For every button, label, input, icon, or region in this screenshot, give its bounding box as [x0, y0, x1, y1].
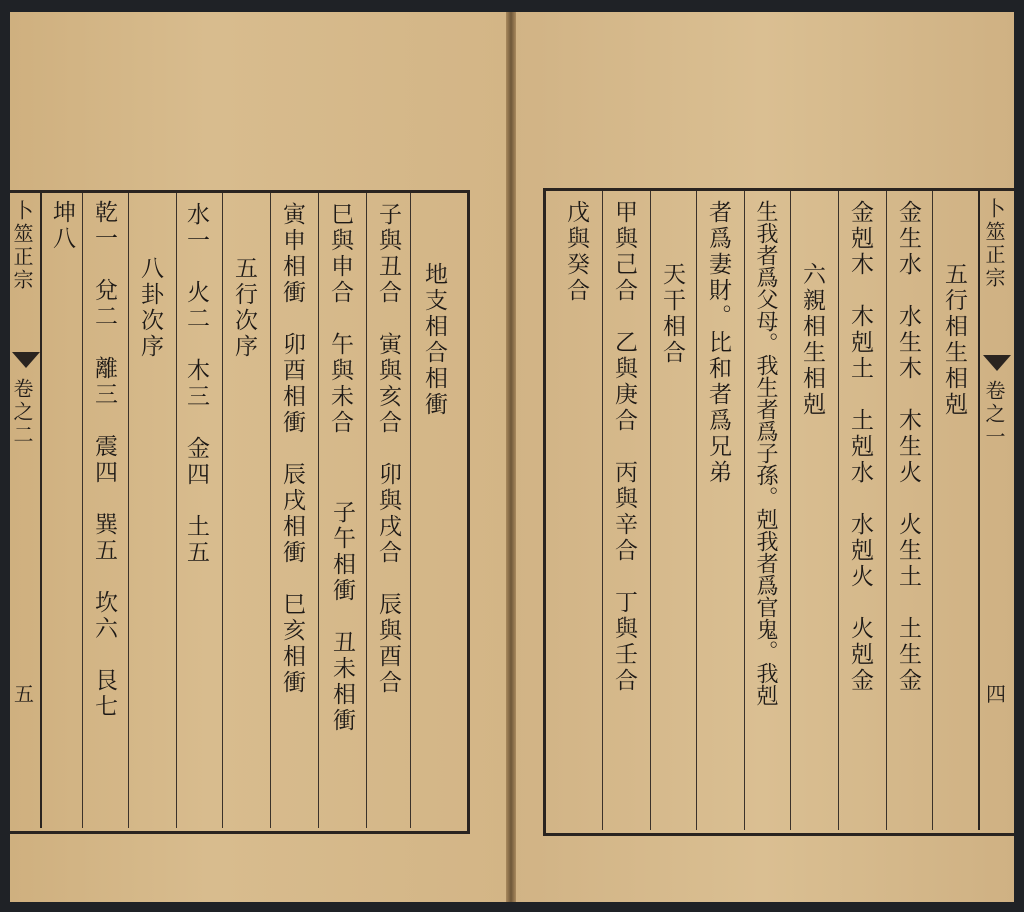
right-column-7: 天干相合	[659, 262, 685, 366]
left-page-number: 五	[14, 682, 34, 706]
column-rule	[82, 193, 83, 828]
column-rule	[176, 193, 177, 828]
right-column-4: 六親相生相剋	[799, 262, 825, 418]
left-column-9: 乾一 兌二 離三 震四 巽五 坎六 艮七	[91, 200, 117, 720]
right-margin-volume: 卷之一	[982, 380, 1006, 449]
book-gutter	[506, 12, 516, 902]
left-column-1: 地支相合相衝	[421, 262, 447, 418]
left-margin-title: 卜筮正宗	[10, 200, 34, 292]
column-rule	[366, 193, 367, 828]
right-page-number: 四	[986, 682, 1006, 706]
column-rule	[696, 191, 697, 830]
left-margin-volume: 卷之二	[10, 378, 34, 447]
right-column-5: 生我者爲父母。我生者爲子孫。剋我者爲官鬼。我剋	[753, 200, 778, 706]
column-rule	[222, 193, 223, 828]
column-rule	[270, 193, 271, 828]
right-column-3: 金剋木 木剋土 土剋水 水剋火 火剋金	[847, 200, 873, 694]
right-column-9: 戊與癸合	[563, 200, 589, 304]
right-column-6: 者爲妻財。比和者爲兄弟	[705, 200, 731, 486]
column-rule	[128, 193, 129, 828]
column-rule	[790, 191, 791, 830]
right-column-2: 金生水 水生木 木生火 火生土 土生金	[895, 200, 921, 694]
left-column-2: 子與丑合 寅與亥合 卯與戌合 辰與酉合	[375, 202, 401, 696]
column-rule	[838, 191, 839, 830]
column-rule	[410, 193, 411, 828]
left-column-5: 子午相衝 丑未相衝	[329, 500, 355, 734]
column-rule	[650, 191, 651, 830]
column-rule	[886, 191, 887, 830]
right-margin-title: 卜筮正宗	[982, 198, 1006, 290]
column-rule	[318, 193, 319, 828]
right-column-8: 甲與己合 乙與庚合 丙與辛合 丁與壬合	[611, 200, 637, 694]
column-rule	[932, 191, 933, 830]
right-column-1: 五行相生相剋	[941, 262, 967, 418]
column-rule	[744, 191, 745, 830]
column-rule	[602, 191, 603, 830]
left-column-4: 寅申相衝 卯酉相衝 辰戌相衝 巳亥相衝	[279, 202, 305, 696]
margin-rule	[978, 191, 980, 830]
left-column-8: 八卦次序	[137, 256, 163, 360]
left-column-3: 巳與申合 午與未合	[327, 202, 353, 436]
left-column-10: 坤八	[49, 200, 75, 252]
fish-tail-mark	[983, 355, 1011, 371]
left-column-7: 水一 火二 木三 金四 土五	[183, 202, 209, 566]
margin-rule	[40, 193, 42, 828]
left-column-6: 五行次序	[231, 256, 257, 360]
fish-tail-mark	[12, 352, 40, 368]
